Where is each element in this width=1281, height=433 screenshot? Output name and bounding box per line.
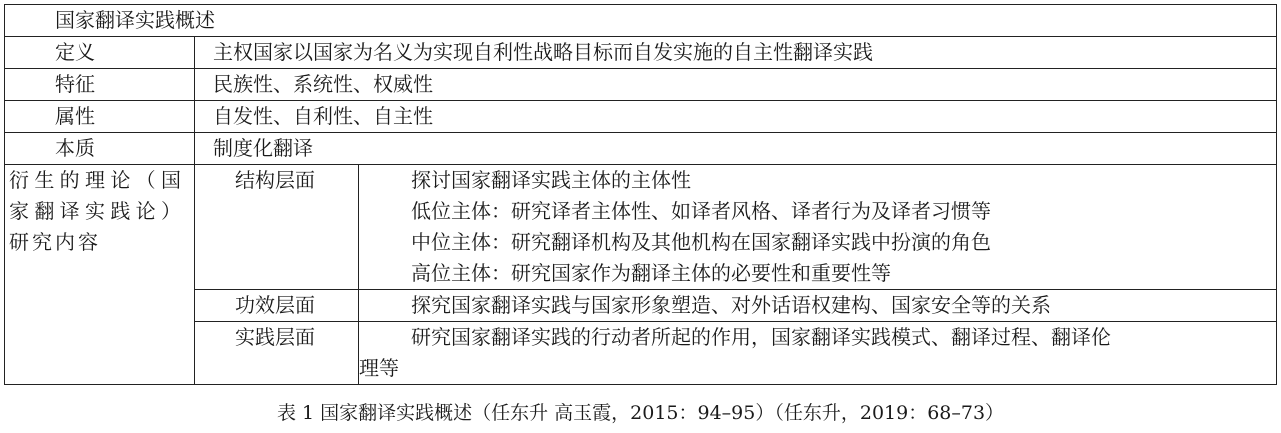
desc-line: 高位主体：研究国家作为翻译主体的必要性和重要性等 (411, 261, 891, 285)
row-label: 特征 (5, 69, 195, 101)
desc-line: 中位主体：研究翻译机构及其他机构在国家翻译实践中扮演的角色 (411, 230, 991, 254)
overview-table (4, 4, 1277, 385)
row-value: 主权国家以国家为名义为实现自利性战略目标而自发实施的自主性翻译实践 (195, 37, 1277, 69)
row-value: 自发性、自利性、自主性 (195, 101, 1277, 133)
research-content-label: 衍生的理论（国家翻译实践论）研究内容 (5, 165, 195, 385)
practical-level-desc (359, 322, 1277, 385)
desc-line: 理等 (359, 356, 399, 380)
desc-line: 探讨国家翻译实践主体的主体性 (411, 168, 691, 192)
row-label: 属性 (5, 101, 195, 133)
functional-level-label: 功效层面 (195, 290, 359, 322)
table-title: 国家翻译实践概述 (5, 5, 1277, 37)
table-row (5, 101, 1277, 133)
row-value: 制度化翻译 (195, 133, 1277, 165)
functional-level-desc: 探究国家翻译实践与国家形象塑造、对外话语权建构、国家安全等的关系 (359, 290, 1277, 322)
table-row (5, 165, 1277, 290)
desc-line: 低位主体：研究译者主体性、如译者风格、译者行为及译者习惯等 (411, 199, 991, 223)
desc-line: 研究国家翻译实践的行动者所起的作用，国家翻译实践模式、翻译过程、翻译伦 (411, 325, 1111, 349)
table-row (5, 37, 1277, 69)
table-row (5, 133, 1277, 165)
row-label: 定义 (5, 37, 195, 69)
table-caption: 表 1 国家翻译实践概述（任东升 高玉霞，2015：94–95）（任东升，2019：68–73） (276, 402, 1005, 424)
table-title-row (5, 5, 1277, 37)
structural-level-label: 结构层面 (195, 165, 359, 290)
table-row (5, 290, 1277, 322)
practical-level-label: 实践层面 (195, 322, 359, 385)
row-value: 民族性、系统性、权威性 (195, 69, 1277, 101)
table-row (5, 69, 1277, 101)
table-row (5, 322, 1277, 385)
structural-level-desc (359, 165, 1277, 290)
row-label: 本质 (5, 133, 195, 165)
